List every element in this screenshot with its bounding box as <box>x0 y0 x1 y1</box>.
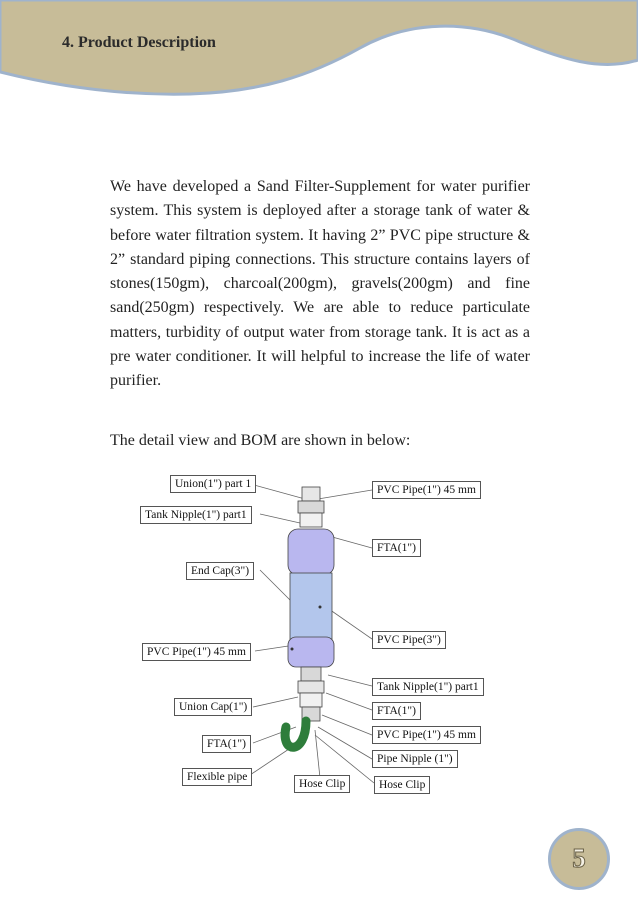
bom-label-left-8: Hose Clip <box>294 775 350 793</box>
filter-diagram <box>130 465 500 810</box>
bom-label-right-7: Pipe Nipple (1") <box>372 750 458 768</box>
bom-label-right-5: FTA(1") <box>372 702 421 720</box>
bom-label-left-6: FTA(1") <box>202 735 251 753</box>
bom-label-right-8: Hose Clip <box>374 776 430 794</box>
bom-label-left-4: PVC Pipe(1") 45 mm <box>142 643 251 661</box>
page-number-badge <box>548 828 610 890</box>
header-wave <box>0 0 638 130</box>
bom-label-right-2: FTA(1") <box>372 539 421 557</box>
bom-label-left-5: Union Cap(1") <box>174 698 252 716</box>
bom-label-left-1: Union(1") part 1 <box>170 475 256 493</box>
bom-label-right-4: Tank Nipple(1") part1 <box>372 678 484 696</box>
bom-label-left-7: Flexible pipe <box>182 768 252 786</box>
bom-label-right-1: PVC Pipe(1") 45 mm <box>372 481 481 499</box>
page-number: 5 <box>572 843 586 873</box>
bom-label-left-2: Tank Nipple(1") part1 <box>140 506 252 524</box>
section-title: 4. Product Description <box>62 34 216 51</box>
diagram-intro: The detail view and BOM are shown in below: <box>110 432 411 449</box>
description-paragraph: We have developed a Sand Filter-Supplement for water purifier system. This system is deployed after a storage tank of water & before water filtration system. It having 2” PVC pipe structure & 2” standard piping connections. This structure contains layers of stones(150gm), charcoal(200gm), gravels(200gm) and fine sand(250gm) respectively. We are able to reduce particulate matters, turbidity of output water from storage tank. It is act as a pre water conditioner. It will helpful to increase the life of water purifier. <box>110 178 530 390</box>
bom-label-right-3: PVC Pipe(3") <box>372 631 446 649</box>
bom-label-left-3: End Cap(3") <box>186 562 254 580</box>
bom-label-right-6: PVC Pipe(1") 45 mm <box>372 726 481 744</box>
